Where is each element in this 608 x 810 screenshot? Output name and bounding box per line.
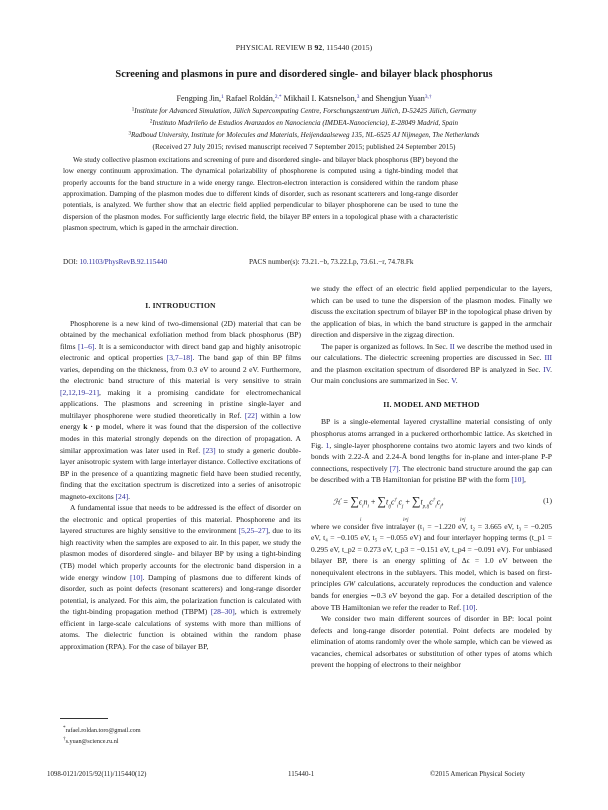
- text-run: model, where it was found that the dispersion of the collective modes in this material strongly depends on the direction of propagation. A similar approximation was later used in Ref.: [60, 422, 301, 455]
- text-run: . It is a semiconductor with direct band gap and highly anisotropic electronic and optical properties: [60, 341, 301, 363]
- affiliation-mark: 3: [128, 131, 132, 137]
- footnote-mark: *: [63, 725, 66, 731]
- reference-link[interactable]: [10]: [463, 602, 476, 612]
- right-column: [311, 283, 552, 671]
- reference-link[interactable]: V: [451, 376, 456, 386]
- text-run: A fundamental issue that needs to be addressed is the effect of disorder on the electronic and optical properties of this material. Phosphorene and its layered structures are highly sensitive to the environment: [60, 503, 301, 536]
- paragraph: [311, 341, 552, 387]
- journal-article-year: , 115440 (2015): [322, 43, 373, 52]
- footnote-divider: [60, 718, 108, 719]
- text-run: to study a generic double-layer anisotropic system with large interlayer distance. Collective excitations of BP in the presence of a quantizing magnetic field have been studied recently, finding that the excitation spectrum is discretized into a series of anisotropic magneto-excitons: [60, 445, 301, 501]
- pacs-numbers: PACS number(s): 73.21.−b, 73.22.Lp, 73.61.−r, 74.78.Fk: [249, 258, 414, 266]
- text-run: , single-layer phosphorene contains two atomic layers and two kinds of bonds with 2.22-Å and 2.24-Å bond lengths for in-plane and inter-plane P-P connections, respectively: [311, 440, 553, 473]
- text-run: Phosphorene is a new kind of two-dimensional (2D) material that can be obtained by the mechanical exfoliation method from black phosphorus (BP) films: [60, 318, 301, 351]
- text-run: , which is extremely efficient in large-scale calculations of systems with more than millions of atoms. The dielectric function is obtained within the random phase approximation (RPA). For the case of bilayer BP,: [60, 607, 302, 651]
- author-name: Fengping Jin,: [176, 94, 222, 103]
- equation-lhs: ℋ =: [333, 497, 351, 507]
- sum-symbol: ∑: [411, 494, 421, 509]
- reference-link[interactable]: [10]: [130, 572, 143, 582]
- text-run: .: [128, 491, 131, 501]
- equation-term: c: [429, 497, 433, 507]
- equation-term: c: [398, 497, 402, 507]
- section-heading-introduction: I. INTRODUCTION: [145, 301, 216, 310]
- reference-link[interactable]: [24]: [115, 491, 129, 501]
- author-name: Mikhail I. Katsnelson,: [281, 94, 357, 103]
- reference-link[interactable]: [3,7–18]: [166, 353, 193, 363]
- text-run: , due to its high reactivity when the samples are exposed to air. In this paper, we study the plasmon modes of disordered single- and bilayer BP by using a tight-binding (TB) model which properly accounts for the electronic band dispersion in a wide energy window: [60, 526, 301, 582]
- footer-issn: 1098-0121/2015/92(11)/115440(12): [47, 771, 147, 778]
- text-run: within a low energy: [60, 410, 301, 432]
- paragraph: [311, 283, 552, 341]
- text-run: . Our main conclusions are summarized in Sec.: [311, 364, 552, 386]
- footnotes: [63, 724, 141, 746]
- equation-term: t: [420, 497, 423, 507]
- reference-link[interactable]: [22]: [244, 410, 258, 420]
- reference-link[interactable]: 1: [325, 440, 330, 450]
- reference-link[interactable]: IV: [543, 364, 551, 374]
- affiliation-mark: 2: [149, 119, 153, 125]
- text-run: . The band gap of thin BP films varies, depending on the thickness, from 0.3 eV to around 2 eV. Furthermore, the electronic band structure of this material is very sensitive to strain: [60, 353, 302, 386]
- equation-body: ℋ = ∑ i $\epsilon_in_i$ + ∑ i≠j $t_{ij}c^\dagger_ic_j$ + ∑ i≠j $t_{p,ij}c^\dagger_ic_j$,: [333, 495, 444, 513]
- footnote: [63, 735, 141, 746]
- affiliation: [0, 119, 608, 127]
- text-run: we describe the method used in our calculations. The dielectric screening properties are discussed in Sec.: [311, 341, 552, 363]
- text-run: k · p: [83, 422, 100, 432]
- journal-name: PHYSICAL REVIEW B: [235, 43, 315, 52]
- text-run: ,: [523, 475, 526, 485]
- equation-hamiltonian: [311, 489, 552, 523]
- reference-link[interactable]: [2,12,19–21]: [60, 387, 99, 397]
- footnote: [63, 724, 141, 735]
- affiliation-mark: 1: [131, 107, 135, 113]
- section-heading-model: II. MODEL AND METHOD: [383, 399, 480, 409]
- text-run: , making it a promising candidate for electromechanical applications. The plasmons and screening in pristine single-layer and multilayer phosphorene were studied theoretically in Ref.: [60, 387, 301, 420]
- doi-pacs-line: [63, 258, 458, 266]
- text-run: The paper is organized as follows. In Sec.: [321, 341, 450, 351]
- left-column: [60, 300, 301, 652]
- equation-term: t: [385, 497, 389, 507]
- paragraph: [311, 521, 552, 613]
- equation-term: ϵ: [358, 497, 363, 507]
- paper-title: Screening and plasmons in pure and disordered single- and bilayer black phosphorus: [115, 69, 493, 80]
- text-run: . Damping of plasmons due to different kinds of disorder, such as point defects (resonant scatterers) and long-range disorder potential, is analyzed. For this aim, the polarization function is calculated with the tight-binding propagation method (TBPM): [60, 572, 301, 617]
- sum-index: i≠j: [403, 517, 409, 523]
- footnote-email[interactable]: rafael.roldan.toro@gmail.com: [65, 727, 141, 735]
- equation-term: c: [436, 497, 441, 507]
- reference-link[interactable]: [10]: [511, 475, 524, 485]
- text-run: GW: [343, 579, 356, 589]
- affiliation: [0, 107, 608, 115]
- equation-term: c: [390, 497, 395, 507]
- doi-label: DOI:: [63, 258, 80, 266]
- footer-copyright: ©2015 American Physical Society: [430, 771, 525, 778]
- abstract: We study collective plasmon excitations and screening of pure and disordered single- and bilayer black phosphorus (BP) beyond the low energy continuum approximation. The dynamical polarizability of phosphorene is computed using a tight-binding model that properly accounts for the band structure in a wide energy range. Electron-electron interaction is considered within the random phase approximation. Damping of the plasmon modes due to different kinds of disorder, such as resonant scatterers and long-range disorder potentials, is analyzed. We further show that an electric field applied perpendicular to bilayer phosphorene can be used to tune the dispersion of the plasmon modes. For sufficiently large electric field, the bilayer BP enters in a topological phase with a characteristic plasmon spectrum, which is gaped in the armchair direction.: [63, 156, 458, 233]
- paragraph: [60, 502, 301, 652]
- text-run: we study the effect of an electric field applied perpendicular to the layers, which can be used to tune the dispersion of the plasmon modes. Finally we discuss the excitation spectrum of bilayer BP in the topological phase driven by the application of bias, in which the band structure is gapped in the armchair direction and dispersive in the zigzag direction.: [311, 284, 552, 340]
- sum-index: i≠j: [460, 517, 466, 523]
- equation-term: n: [363, 497, 368, 507]
- affiliation-text: Radboud University, Institute for Molecules and Materials, Heijendaalseweg 135, NL-6525 AJ Nijmegen, The Netherlands: [131, 131, 480, 139]
- affiliation-link[interactable]: 3: [356, 94, 360, 100]
- affiliation-link[interactable]: 3,†: [424, 94, 432, 100]
- text-run: We consider two main different sources of disorder in BP: local point defects and long-range disorder potential. Point defects are modeled by elimination of atoms randomly over the whole sample, which can be viewed as vacancies, chemical adsorbates or substitution of other types of atoms which prevent the hopping of electrons to their neighbor: [311, 614, 552, 670]
- reference-link[interactable]: [23]: [203, 445, 216, 455]
- reference-link[interactable]: II: [449, 341, 455, 351]
- text-run: BP is a single-elemental layered crystalline material consisting of only phosphorus atoms arranged in a puckered orthorhombic lattice. As sketched in Fig.: [311, 417, 552, 450]
- text-run: where we consider five intralayer (t₁ = −1.220 eV, t₂ = 3.665 eV, t₃ = −0.205 eV, t₄ = −0.105 eV, t₅ = −0.055 eV) and four interlayer hopping terms (t_p1 = 0.295 eV, t_p2 = 0.273 eV, t_p3 = −0.151 eV, t_p4 = −0.091 eV). For unbiased bilayer BP, there is an energy splitting of Δϵ = 1.0 eV between the nonequivalent electrons in the sublayers. This model, which is based on first-principles: [311, 521, 552, 589]
- author-name: and Shengjun Yuan: [359, 94, 425, 103]
- footer-page-number: 115440-1: [288, 771, 315, 778]
- footnote-email[interactable]: s.yuan@science.ru.nl: [65, 738, 119, 746]
- sum-symbol: ∑: [377, 494, 386, 509]
- author-list: [0, 94, 608, 103]
- journal-volume: 92: [314, 43, 323, 52]
- paragraph: [311, 416, 552, 485]
- text-run: calculations, accurately reproduces the conduction and valence bands for energies ∼0.3 eV beyond the gap. For a detailed description of the above TB Hamiltonian we refer the reader to Ref.: [311, 579, 552, 612]
- reference-link[interactable]: [7]: [389, 463, 399, 473]
- reference-link[interactable]: III: [544, 353, 552, 363]
- journal-header: [0, 43, 608, 52]
- reference-link[interactable]: [28–30]: [210, 607, 235, 617]
- sum-symbol: ∑: [350, 494, 359, 509]
- paragraph: [60, 318, 301, 503]
- text-run: .: [475, 602, 478, 612]
- reference-link[interactable]: [5,25–27]: [238, 526, 269, 536]
- equation-number: (1): [543, 495, 552, 505]
- doi-link[interactable]: 10.1103/PhysRevB.92.115440: [79, 258, 168, 266]
- affiliation-text: Instituto Madrileño de Estudios Avanzados en Nanociencia (IMDEA-Nanociencia), E-28049 Madrid, Spain: [152, 119, 459, 127]
- sum-index: i: [360, 517, 362, 523]
- affiliation-link[interactable]: 2,*: [274, 94, 282, 100]
- author-name: Rafael Roldán,: [223, 94, 275, 103]
- text-run: and the plasmon excitation spectrum of disordered BP is analyzed in Sec.: [311, 364, 544, 374]
- text-run: .: [455, 376, 458, 386]
- affiliation-link[interactable]: 1: [221, 94, 224, 100]
- received-dates: (Received 27 July 2015; revised manuscript received 7 September 2015; published 24 September 2015): [152, 142, 456, 151]
- reference-link[interactable]: [1–6]: [78, 341, 95, 351]
- affiliation-text: Institute for Advanced Simulation, Jülich Supercomputing Centre, Forschungszentrum Jülich, D-52425 Jülich, Germany: [134, 107, 477, 115]
- footnote-mark: †: [63, 736, 66, 743]
- affiliation: [0, 131, 608, 139]
- text-run: . The electronic band structure around the gap can be described with a TB Hamiltonian for pristine BP with the form: [311, 463, 552, 485]
- paragraph: [311, 613, 552, 671]
